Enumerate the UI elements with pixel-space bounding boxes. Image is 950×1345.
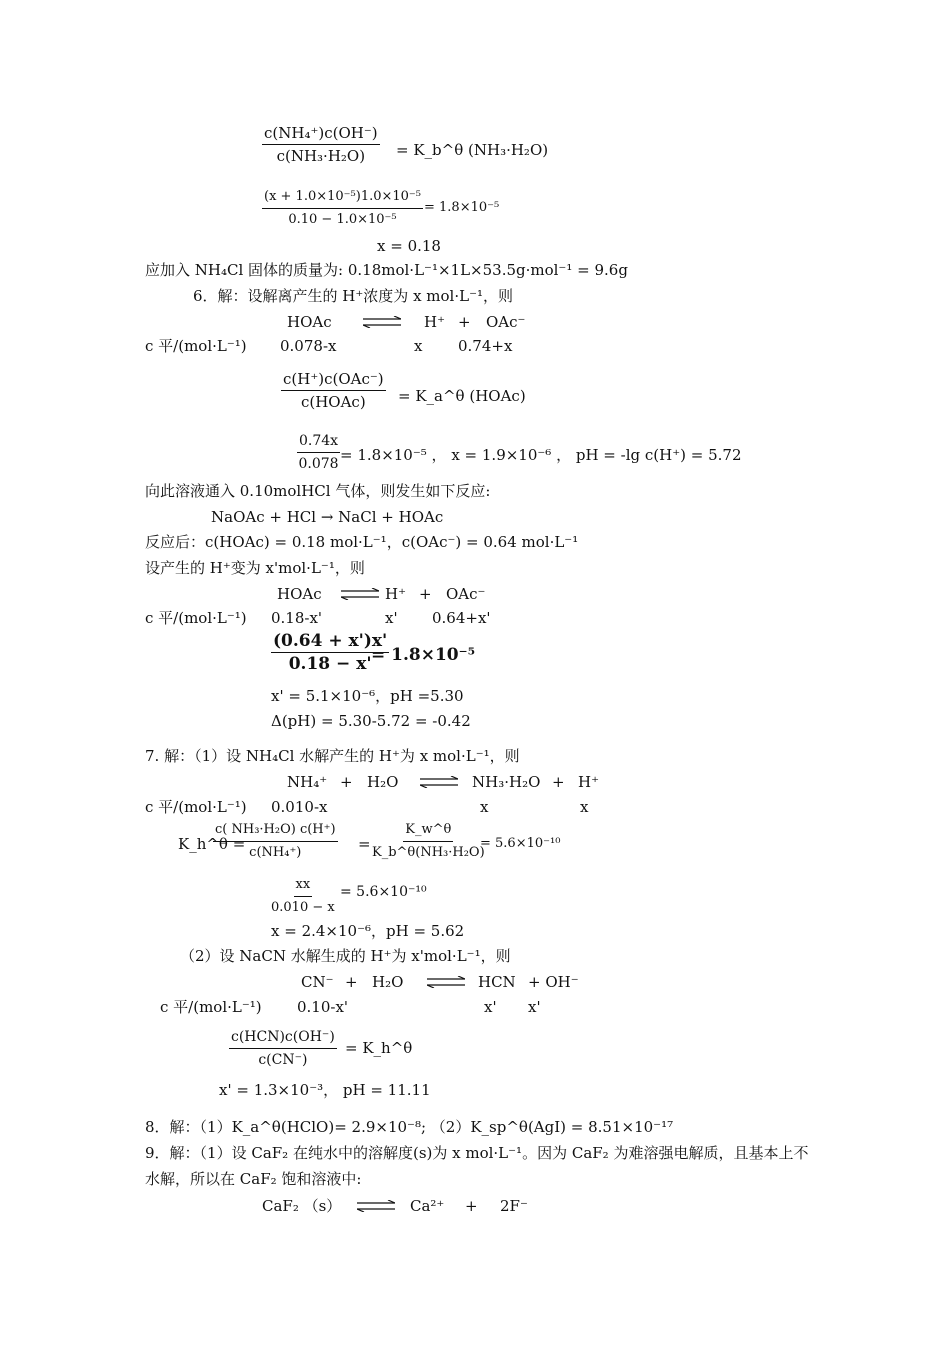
p7-eq-nh4: NH₄⁺ [287,773,328,791]
p9-eq-f: 2F⁻ [500,1197,528,1215]
p7-eq2-oh: + OH⁻ [528,973,579,991]
ka-rhs: = K_a^θ (HOAc) [398,387,526,405]
p6-calc2-numerator: (0.64 + x')x' [273,631,388,651]
p8-line: 8．解：（1）K_a^θ(HClO)= 2.9×10⁻⁸; （2）K_sp^θ(AgI) = 8.51×10⁻¹⁷ [145,1118,674,1136]
p6-hcl-equation: NaOAc + HCl → NaCl + HOAc [211,508,444,526]
p7-calc-rhs: = 5.6×10⁻¹⁰ [340,884,427,900]
p6-eq-plus: + [458,313,471,331]
equilibrium-arrow-icon [363,316,401,328]
kb-numerator: c(NH₄⁺)c(OH⁻) [262,124,380,145]
p6-calc-rhs: = 1.8×10⁻⁵ ， x = 1.9×10⁻⁶ ， pH = -lg c(H⁺) = 5.72 [340,446,742,464]
p7-row2-val-1: 0.10-x' [297,998,349,1016]
x-result: x = 0.18 [377,237,441,255]
p6-eq-hoac: HOAc [287,313,332,331]
p9-line1: 9．解：（1）设 CaF₂ 在纯水中的溶解度(s)为 x mol·L⁻¹。因为 CaF₂ 为难溶强电解质，且基本上不 [145,1144,809,1162]
p7-calc-numerator: xx [294,876,313,897]
kh-label: K_h^θ = [178,835,246,853]
p7-row2-val-3: x' [528,998,541,1016]
p6-after-reaction: 反应后：c(HOAc) = 0.18 mol·L⁻¹，c(OAc⁻) = 0.64 mol·L⁻¹ [145,533,579,551]
kh-denominator-1: c(NH₄⁺) [249,845,302,860]
p6-eq-h: H⁺ [424,313,445,331]
kb-fraction [262,124,380,165]
x-denominator: 0.10 − 1.0×10⁻⁵ [288,212,397,227]
kh2-rhs: = K_h^θ [345,1039,413,1057]
p7-result1: x = 2.4×10⁻⁶，pH = 5.62 [271,922,465,940]
p6-eq2-h: H⁺ [385,585,406,603]
p6-heading: 6．解：设解离产生的 H⁺浓度为 x mol·L⁻¹，则 [193,287,514,305]
p9-eq-plus: + [465,1197,478,1215]
kh2-numerator: c(HCN)c(OH⁻) [229,1028,337,1049]
p7-part2: （2）设 NaCN 水解生成的 H⁺为 x'mol·L⁻¹，则 [180,947,511,965]
p9-eq-caf2: CaF₂ （s） [262,1197,342,1215]
p6-calc-fraction [297,432,340,473]
p6-eq-oac: OAc⁻ [486,313,526,331]
ka-numerator: c(H⁺)c(OAc⁻) [281,370,386,391]
kh-rhs: = 5.6×10⁻¹⁰ [480,836,561,851]
p7-eq-plus2: + [552,773,565,791]
equilibrium-arrow-icon [357,1200,395,1212]
p6-row-val-3: 0.74+x [458,337,513,355]
equilibrium-arrow-icon [341,588,379,600]
ka-denominator: c(HOAc) [300,393,366,411]
p7-row2-label: c 平/(mol·L⁻¹) [160,998,262,1016]
kh2-fraction [229,1028,337,1069]
kh-equals: = [358,835,371,853]
p6-eq2-oac: OAc⁻ [446,585,486,603]
p7-result2: x' = 1.3×10⁻³， pH = 11.11 [219,1081,431,1099]
p7-row2-val-2: x' [484,998,497,1016]
kh-denominator-2: K_b^θ(NH₃·H₂O) [372,845,485,860]
p6-calc-numerator: 0.74x [297,432,340,453]
p5-conclusion: 应加入 NH₄Cl 固体的质量为: 0.18mol·L⁻¹×1L×53.5g·mol⁻¹ = 9.6g [145,261,628,279]
p6-result2: x' = 5.1×10⁻⁶，pH =5.30 [271,687,464,705]
p7-calc-denominator: 0.010 − x [271,900,335,915]
p6-hcl-line: 向此溶液通入 0.10molHCl 气体，则发生如下反应: [145,482,491,500]
p7-eq-h: H⁺ [578,773,599,791]
p7-eq-plus1: + [340,773,353,791]
p6-row-val-2: x [414,337,423,355]
p6-new-h: 设产生的 H⁺变为 x'mol·L⁻¹，则 [145,559,365,577]
kh-numerator-1: c( NH₃·H₂O) c(H⁺) [213,821,338,842]
kh-fraction-1 [213,821,338,862]
ka-fraction [281,370,386,411]
equilibrium-arrow-icon [420,776,458,788]
p6-row2-val-1: 0.18-x' [271,609,323,627]
p7-row-label: c 平/(mol·L⁻¹) [145,798,247,816]
p6-eq2-plus: + [419,585,432,603]
kb-rhs: = K_b^θ (NH₃·H₂O) [396,141,549,159]
p7-eq-nh3h2o: NH₃·H₂O [472,773,541,791]
p6-row-val-1: 0.078-x [280,337,337,355]
p6-row2-label: c 平/(mol·L⁻¹) [145,609,247,627]
p7-eq2-hcn: HCN [478,973,516,991]
x-rhs: = 1.8×10⁻⁵ [424,200,500,215]
p6-eq2-hoac: HOAc [277,585,322,603]
p7-heading: 7. 解：（1）设 NH₄Cl 水解产生的 H⁺为 x mol·L⁻¹，则 [145,747,520,765]
equilibrium-arrow-icon [427,976,465,988]
p7-eq2-cn: CN⁻ [301,973,334,991]
p7-calc-fraction [271,876,335,917]
p7-eq-h2o: H₂O [367,773,399,791]
p7-eq2-h2o: H₂O [372,973,404,991]
p6-row-label: c 平/(mol·L⁻¹) [145,337,247,355]
p7-row-val-1: 0.010-x [271,798,328,816]
p9-line2: 水解，所以在 CaF₂ 饱和溶液中: [145,1170,362,1188]
p6-calc2-rhs: = 1.8×10⁻⁵ [371,645,476,665]
x-fraction [262,188,423,229]
p6-row2-val-3: 0.64+x' [432,609,491,627]
p7-row-val-2: x [480,798,489,816]
kh2-denominator: c(CN⁻) [258,1052,308,1068]
p6-delta-ph: Δ(pH) = 5.30-5.72 = -0.42 [271,712,471,730]
p6-calc-denominator: 0.078 [298,456,339,472]
kh-numerator-2: K_w^θ [403,821,453,842]
p7-eq2-plus: + [345,973,358,991]
p6-calc2-denominator: 0.18 − x' [288,654,372,674]
kb-denominator: c(NH₃·H₂O) [276,147,366,165]
kh-fraction-2 [372,821,485,862]
x-numerator: (x + 1.0×10⁻⁵)1.0×10⁻⁵ [262,188,423,209]
p6-row2-val-2: x' [385,609,398,627]
p7-row-val-3: x [580,798,589,816]
p9-eq-ca: Ca²⁺ [410,1197,445,1215]
